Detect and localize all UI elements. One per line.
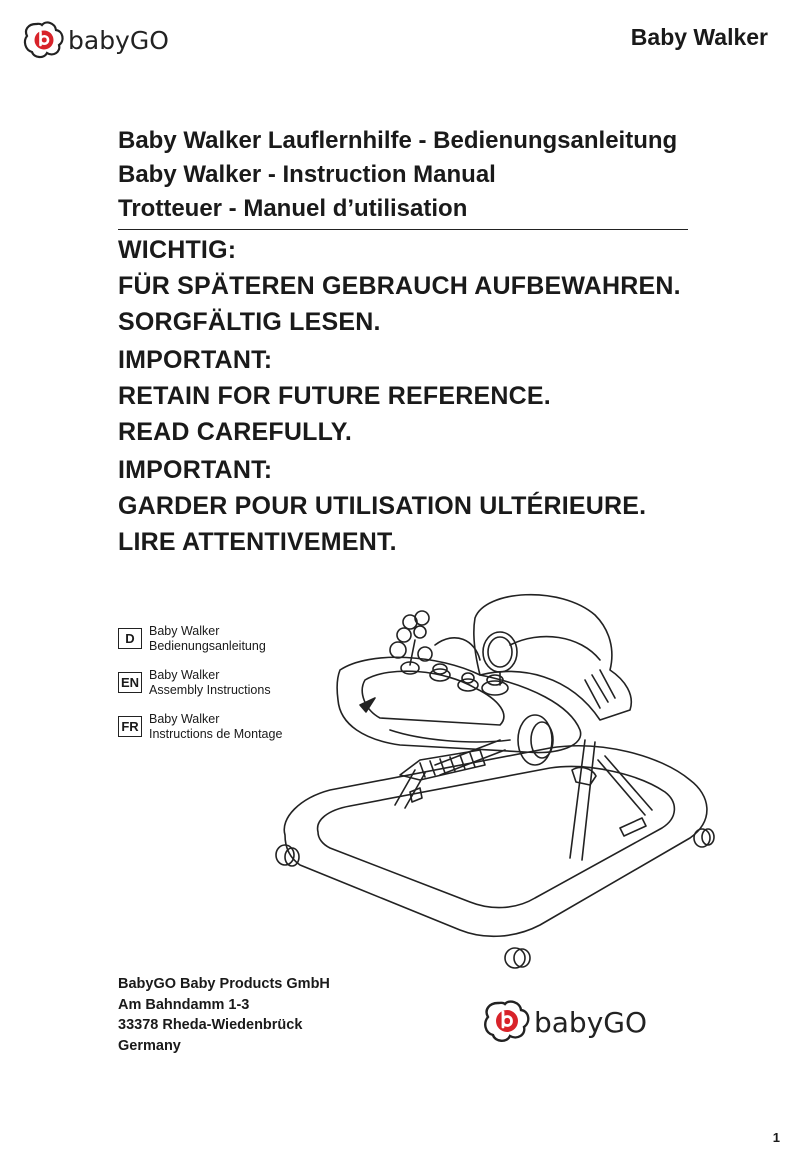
language-doc-type: Bedienungsanleitung — [149, 639, 266, 653]
language-product: Baby Walker — [149, 712, 220, 726]
babygo-logo-mark-icon — [25, 23, 63, 58]
wheel-icon — [505, 948, 530, 968]
language-doc-type: Assembly Instructions — [149, 683, 271, 697]
address-country: Germany — [118, 1037, 181, 1054]
language-code-badge: EN — [118, 672, 142, 693]
title-en: Baby Walker - Instruction Manual — [118, 161, 496, 188]
title-de: Baby Walker Lauflernhilfe - Bedienungsanleitung — [118, 127, 678, 154]
address-street: Am Bahndamm 1-3 — [118, 996, 250, 1013]
warning-de-line1: FÜR SPÄTEREN GEBRAUCH AUFBEWAHREN. — [118, 272, 681, 300]
company-name: BabyGO Baby Products GmbH — [118, 976, 330, 992]
header-product-title: Baby Walker — [630, 24, 768, 50]
language-product: Baby Walker — [149, 624, 220, 638]
language-code-badge: FR — [118, 716, 142, 737]
warning-fr-heading: IMPORTANT: — [118, 456, 273, 484]
address-city: 33378 Rheda-Wiedenbrück — [118, 1017, 303, 1033]
language-code-badge: D — [118, 628, 142, 649]
baby-walker-illustration — [270, 580, 720, 970]
warning-en-line2: READ CAREFULLY. — [118, 418, 353, 446]
warning-fr-line2: LIRE ATTENTIVEMENT. — [118, 528, 397, 556]
page-number: 1 — [772, 1130, 780, 1145]
warning-de — [118, 232, 718, 340]
warning-en-line1: RETAIN FOR FUTURE REFERENCE. — [118, 382, 551, 410]
logo-wordmark: babyGO — [534, 1006, 648, 1039]
company-address — [118, 974, 330, 1056]
language-doc-type: Instructions de Montage — [149, 727, 283, 741]
warning-en-heading: IMPORTANT: — [118, 346, 273, 374]
language-product: Baby Walker — [149, 668, 220, 682]
warning-de-line2: SORGFÄLTIG LESEN. — [118, 308, 381, 336]
arch-toy-icon — [435, 638, 480, 660]
warning-fr-line1: GARDER POUR UTILISATION ULTÉRIEURE. — [118, 492, 647, 520]
warning-en — [118, 342, 718, 450]
title-divider — [118, 229, 688, 230]
babygo-logo-footer — [482, 994, 662, 1046]
logo-wordmark: babyGO — [68, 26, 169, 55]
babygo-logo — [22, 16, 182, 62]
title-fr: Trotteuer - Manuel d’utilisation — [118, 195, 468, 222]
warning-de-heading: WICHTIG: — [118, 236, 237, 264]
manual-titles — [118, 124, 688, 226]
babygo-logo-mark-icon — [485, 1002, 528, 1041]
wheel-icon — [694, 829, 714, 847]
warning-fr — [118, 452, 718, 560]
